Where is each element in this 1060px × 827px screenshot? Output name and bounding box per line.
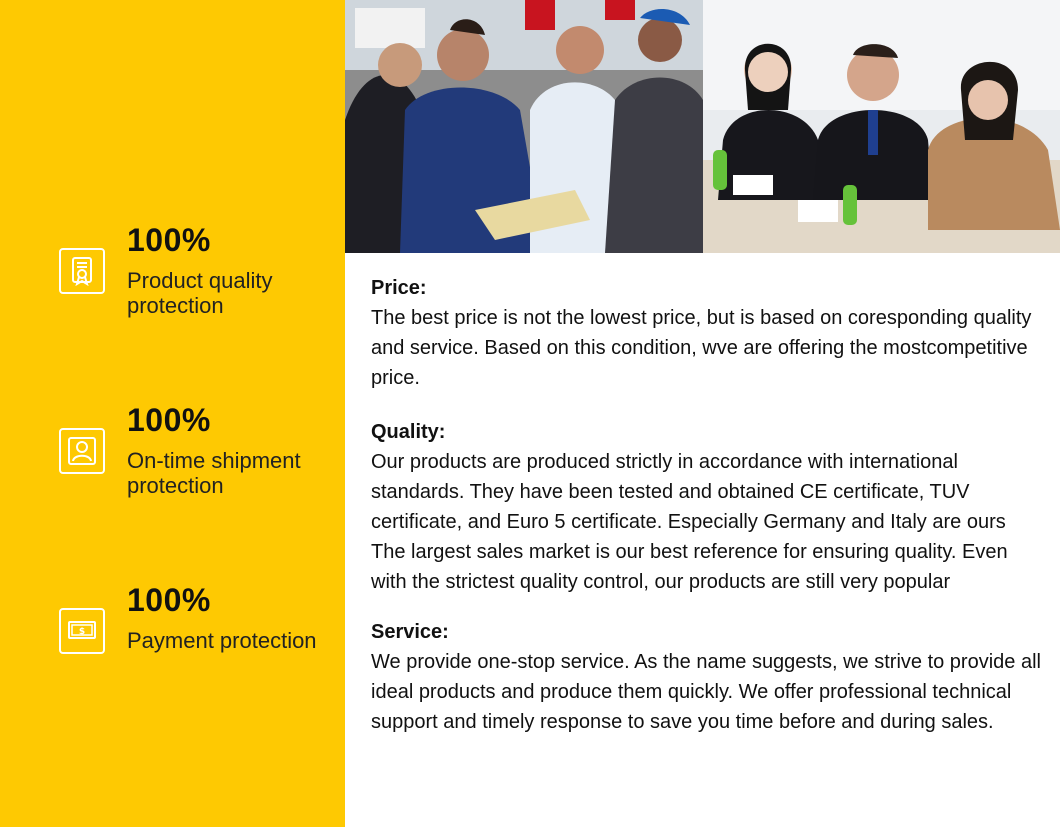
section-quality xyxy=(371,417,1041,597)
section-heading: Price: xyxy=(371,277,427,299)
trade-show-photo xyxy=(345,0,703,253)
svg-text:$: $ xyxy=(78,627,86,637)
feature-percent: 100% xyxy=(127,582,211,618)
feature-sidebar xyxy=(0,0,345,827)
feature-label: Product quality protection xyxy=(127,268,273,318)
feature-label: On-time shipment protection xyxy=(127,448,301,498)
section-price xyxy=(371,273,1041,393)
feature-label: Payment protection xyxy=(127,628,317,653)
section-service xyxy=(371,617,1041,737)
photo-strip xyxy=(345,0,1060,253)
section-body: The best price is not the lowest price, but is based on coresponding quality and service. Based on this condition, wve are offering the mostcompetitive price. xyxy=(371,307,1032,389)
feature-percent: 100% xyxy=(127,402,211,438)
feature-percent: 100% xyxy=(127,222,211,258)
certificate-icon xyxy=(59,248,105,294)
meeting-photo xyxy=(703,0,1060,253)
section-heading: Service: xyxy=(371,621,449,643)
section-body: Our products are produced strictly in accordance with international standards. They have been tested and obtained CE certificate, TUV certificate, and Euro 5 certificate. Especially Germany and Italy are ours The largest sales market is our best reference for ensuring quality. Even with the strictest quality control, our products are still very popular xyxy=(371,451,1008,593)
section-heading: Quality: xyxy=(371,421,446,443)
section-body: We provide one-stop service. As the name suggests, we strive to provide all ideal products and produce them quickly. We offer professional technical support and timely response to save you time before and during sales. xyxy=(371,651,1041,733)
person-icon xyxy=(59,428,105,474)
cash-icon xyxy=(59,608,105,654)
